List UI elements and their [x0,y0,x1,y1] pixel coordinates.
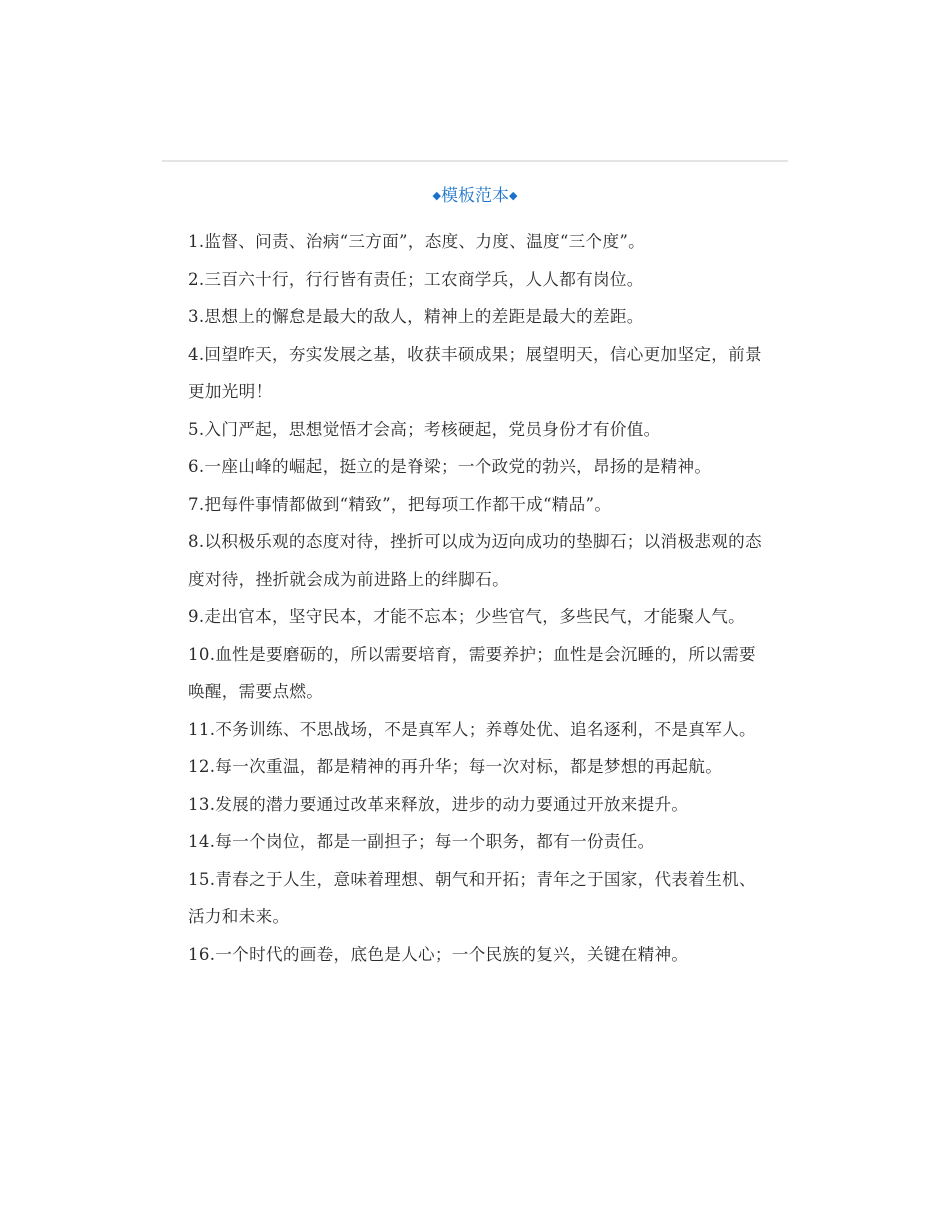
list-item: 12.每一次重温，都是精神的再升华；每一次对标，都是梦想的再起航。 [188,757,723,776]
list-item: 16.一个时代的画卷，底色是人心；一个民族的复兴，关键在精神。 [188,944,689,964]
list-item: 13.发展的潜力要通过改革来释放，进步的动力要通过开放来提升。 [188,794,689,814]
list-item: 14.每一个岗位，都是一副担子；每一个职务，都有一份责任。 [188,832,655,851]
section-heading-title: 模板范本 [441,186,509,206]
quote-list [188,223,768,973]
list-item: 2.三百六十行，行行皆有责任；工农商学兵，人人都有岗位。 [188,269,644,289]
top-divider [162,160,788,162]
list-item: 9.走出官本，坚守民本，才能不忘本；少些官气，多些民气，才能聚人气。 [188,607,746,626]
list-item: 6.一座山峰的崛起，挺立的是脊梁；一个政党的勃兴，昂扬的是精神。 [188,457,712,476]
list-item: 15.青春之于人生，意味着理想、朝气和开拓；青年之于国家，代表着生机、活力和未来。 [188,869,756,926]
diamond-left-icon: ◆ [432,189,441,202]
list-item: 8.以积极乐观的态度对待，挫折可以成为迈向成功的垫脚石；以消极悲观的态度对待，挫折就会成为前进路上的绊脚石。 [188,532,762,589]
list-item: 1.监督、问责、治病“三方面”，态度、力度、温度“三个度”。 [188,232,646,251]
list-item: 7.把每件事情都做到“精致”，把每项工作都干成“精品”。 [188,494,612,514]
list-item: 4.回望昨天，夯实发展之基，收获丰硕成果；展望明天，信心更加坚定，前景更加光明！ [188,344,762,401]
list-item: 11.不务训练、不思战场，不是真军人；养尊处优、追名逐利，不是真军人。 [188,719,756,739]
list-item: 3.思想上的懈怠是最大的敌人，精神上的差距是最大的差距。 [188,307,644,326]
diamond-right-icon: ◆ [509,189,518,202]
list-item: 10.血性是要磨砺的，所以需要培育，需要养护；血性是会沉睡的，所以需要唤醒，需要点燃。 [188,644,756,701]
section-heading [0,183,950,209]
list-item: 5.入门严起，思想觉悟才会高；考核硬起，党员身份才有价值。 [188,419,661,439]
